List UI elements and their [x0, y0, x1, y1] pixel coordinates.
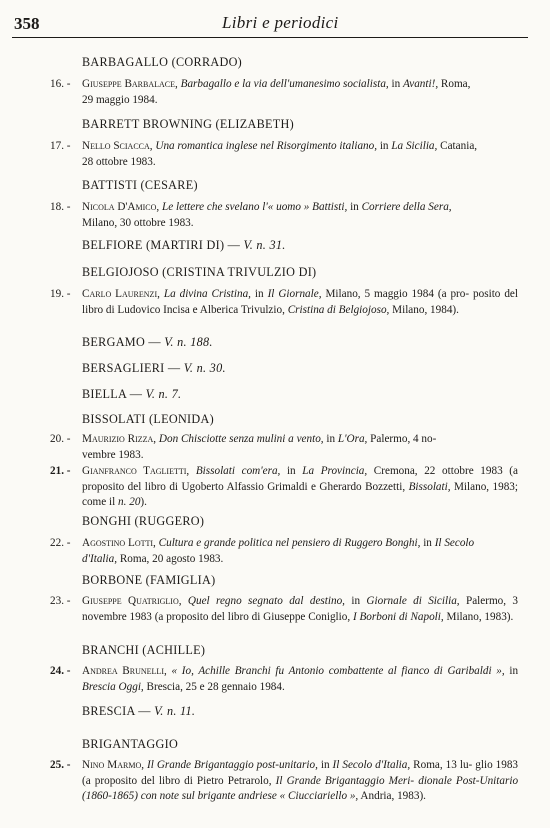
heading-biella: BIELLA — V. n. 7. [82, 387, 182, 401]
entry-title: « Io, Achille Branchi fu Antonio combattente al fianco di [171, 665, 443, 677]
entry-periodical: Corriere della Sera, [361, 201, 452, 213]
heading-barbagallo: BARBAGALLO (CORRADO) [82, 55, 243, 69]
entry-author: Nino Marmo, [82, 759, 145, 771]
entry-title: Bissolati com'era, [195, 465, 281, 477]
cross-reference: V. n. 30. [183, 361, 226, 375]
entry-periodical: L'Ora, [337, 433, 368, 445]
entry-periodical: Il Giornale, [267, 288, 322, 300]
entry-periodical: Giornale di Sicilia, [366, 595, 460, 607]
entry-number: 16. - [50, 78, 71, 90]
entry-23: 23. - Giuseppe Quatriglio, Quel regno segnato dal destino, in Giornale di Sicilia, Palermo, 3 novembre 1983 (a proposito del libro di Giuseppe Coniglio, I Borboni di Napoli, Milano, 1983). [50, 595, 519, 623]
cross-reference: V. n. 188. [164, 335, 213, 349]
entry-book: Il Grande Brigantaggio Meri- [275, 774, 415, 787]
heading-bonghi: BONGHI (RUGGERO) [82, 514, 205, 528]
entry-title: Don Chisciotte senza mulini a vento, [158, 433, 324, 445]
entry-number: 23. - [50, 595, 71, 607]
entry-title: Cultura e grande politica nel pensiero di Ruggero Bonghi, [158, 537, 421, 549]
heading-belfiore: BELFIORE (MARTIRI DI) — V. n. 31. [82, 238, 286, 252]
heading-bissolati: BISSOLATI (LEONIDA) [82, 412, 214, 426]
entry-22: 22. - Agostino Lotti, Cultura e grande politica nel pensiero di Ruggero Bonghi, in Il Secolo d'Italia, Roma, 20 agosto 1983. [50, 537, 475, 565]
entry-title: Barbagallo e la via dell'umanesimo socialista, [180, 78, 389, 90]
entry-title: La divina Cristina, [163, 288, 251, 300]
entry-periodical: Avanti!, [403, 78, 439, 90]
entry-title: Una romantica inglese nel Risorgimento italiano, [155, 140, 378, 152]
running-title: Libri e periodici [222, 13, 339, 32]
entry-16: 16. - Giuseppe Barbalace, Barbagallo e la via dell'umanesimo socialista, in Avanti!, Roma, 29 maggio 1984. [50, 78, 471, 106]
entry-book: I Borboni di Napoli, [352, 610, 444, 623]
entry-periodical: Il Secolo d'Italia, [332, 759, 411, 771]
entry-20: 20. - Maurizio Rizza, Don Chisciotte senza mulini a vento, in L'Ora, Palermo, 4 no- vembre 1983. [50, 433, 437, 461]
entry-number: 21. - [50, 465, 71, 477]
entry-author: Giuseppe Quatriglio, [82, 595, 182, 607]
page-header [0, 0, 550, 40]
heading-brigantaggio: BRIGANTAGGIO [82, 737, 179, 751]
heading-belgiojoso: BELGIOJOSO (CRISTINA TRIVULZIO DI) [82, 265, 317, 279]
entry-title: Quel regno segnato dal destino, [187, 595, 345, 607]
page-number: 358 [14, 14, 40, 33]
entry-number: 24. - [50, 665, 71, 677]
entry-author: Maurizio Rizza, [82, 433, 157, 445]
entry-author: Andrea Brunelli, [82, 665, 167, 677]
entry-number: 25. - [50, 759, 71, 771]
entry-author: Nello Sciacca, [82, 140, 153, 152]
heading-borbone: BORBONE (FAMIGLIA) [82, 573, 216, 587]
entry-book: Cristina di Belgiojoso, [287, 303, 390, 316]
entry-book: Bissolati, [408, 480, 451, 493]
entry-number: 20. - [50, 433, 71, 445]
entry-periodical: Il Secolo [434, 537, 475, 549]
entry-title: Il Grande Brigantaggio post-unitario, [147, 759, 318, 771]
entry-periodical: Brescia Oggi, [82, 680, 144, 693]
cross-reference: n. 20 [118, 496, 141, 509]
entry-author: Nicola D'Amico, [82, 201, 160, 213]
entry-24: 24. - Andrea Brunelli, « Io, Achille Branchi fu Antonio combattente al fianco di Garibaldi », in Brescia Oggi, Brescia, 25 e 28 gennaio 1984. [50, 665, 519, 693]
entry-21: 21. - Gianfranco Taglietti, Bissolati com'era, in La Provincia, Cremona, 22 ottobre 1983 (a proposito del libro di Ugoberto Alfassio Grimaldi e Gherardo Bozzetti, Bissolati, Milano, 1983; come il n. 20). [50, 465, 518, 509]
entry-17: 17. - Nello Sciacca, Una romantica inglese nel Risorgimento italiano, in La Sicilia, Catania, 28 ottobre 1983. [50, 140, 478, 168]
heading-brescia: BRESCIA — V. n. 11. [82, 704, 196, 718]
entry-author: Gianfranco Taglietti, [82, 465, 190, 477]
heading-barrett: BARRETT BROWNING (ELIZABETH) [82, 117, 294, 131]
entry-periodical: La Provincia, [302, 465, 368, 477]
heading-branchi: BRANCHI (ACHILLE) [82, 643, 206, 657]
entry-25: 25. - Nino Marmo, Il Grande Brigantaggio post-unitario, in Il Secolo d'Italia, Roma, 13 lu- glio 1983 (a proposito del libro di Pietro Petrarolo, Il Grande Brigantaggio Meri- dionale Post-Unitario (1860-1865) con note sul brigante andriese « Ciucciariello », Andria, 1983). [50, 759, 519, 803]
entry-19: 19. - Carlo Laurenzi, La divina Cristina, in Il Giornale, Milano, 5 maggio 1984 (a pro- posito del libro di Ludovico Incisa e Alberica Trivulzio, Cristina di Belgiojoso, Milano, 1984). [50, 288, 518, 316]
cross-reference: V. n. 11. [154, 704, 196, 718]
entry-18: 18. - Nicola D'Amico, Le lettere che svelano l'« uomo » Battisti, in Corriere della Sera, Milano, 30 ottobre 1983. [50, 201, 452, 229]
entry-periodical: La Sicilia, [391, 140, 438, 152]
heading-bergamo: BERGAMO — V. n. 188. [82, 335, 213, 349]
cross-reference: V. n. 7. [145, 387, 182, 401]
entry-title: Le lettere che svelano l'« uomo » Battisti, [161, 201, 348, 213]
entry-author: Carlo Laurenzi, [82, 288, 160, 300]
cross-reference: V. n. 31. [243, 238, 286, 252]
entry-author: Agostino Lotti, [82, 537, 156, 549]
header-rule [12, 37, 528, 38]
heading-bersaglieri: BERSAGLIERI — V. n. 30. [82, 361, 226, 375]
entry-number: 19. - [50, 288, 71, 300]
entry-author: Giuseppe Barbalace, [82, 78, 178, 90]
heading-battisti: BATTISTI (CESARE) [82, 178, 198, 192]
entry-number: 18. - [50, 201, 71, 213]
entry-number: 17. - [50, 140, 71, 152]
entry-number: 22. - [50, 537, 71, 549]
